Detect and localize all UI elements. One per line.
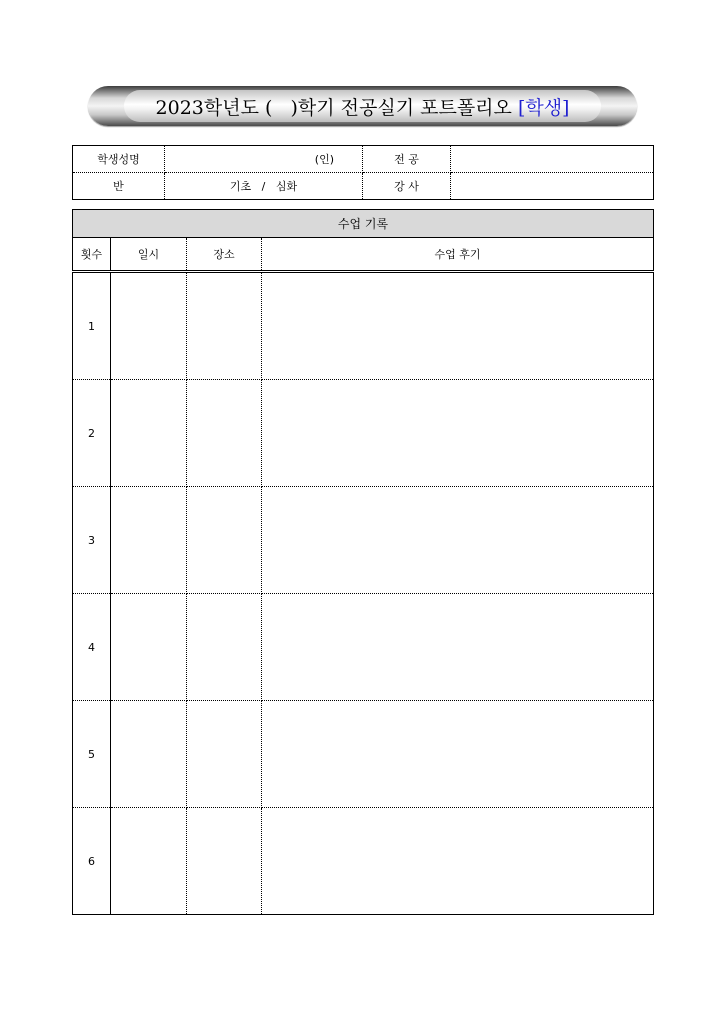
- column-header-session: 횟수: [73, 238, 111, 272]
- student-name-label: 학생성명: [73, 146, 165, 173]
- page-title-accent: [학생]: [517, 96, 570, 119]
- place-cell[interactable]: [187, 701, 262, 808]
- session-number: 1: [73, 272, 111, 380]
- table-row: [73, 808, 654, 915]
- table-row: [73, 594, 654, 701]
- lesson-record-heading-row: [73, 210, 654, 238]
- review-cell[interactable]: [262, 701, 654, 808]
- seal-label: (인): [314, 153, 334, 166]
- table-row: [73, 487, 654, 594]
- session-number: 5: [73, 701, 111, 808]
- major-label: 전 공: [363, 146, 451, 173]
- page-title: 2023학년도 ( )학기 전공실기 포트폴리오: [155, 96, 518, 119]
- place-cell[interactable]: [187, 594, 262, 701]
- class-value: 기초 / 심화: [229, 180, 298, 193]
- review-cell[interactable]: [262, 272, 654, 380]
- table-row: [73, 701, 654, 808]
- table-row: [73, 380, 654, 487]
- major-field[interactable]: [451, 146, 654, 173]
- place-cell[interactable]: [187, 487, 262, 594]
- session-number: 4: [73, 594, 111, 701]
- class-label: 반: [73, 173, 165, 200]
- date-cell[interactable]: [111, 272, 187, 380]
- table-row: [73, 272, 654, 380]
- session-number: 2: [73, 380, 111, 487]
- session-number: 6: [73, 808, 111, 915]
- column-header-date: 일시: [111, 238, 187, 272]
- instructor-label: 강 사: [363, 173, 451, 200]
- date-cell[interactable]: [111, 594, 187, 701]
- lesson-record-table: [72, 209, 654, 915]
- review-cell[interactable]: [262, 487, 654, 594]
- review-cell[interactable]: [262, 594, 654, 701]
- place-cell[interactable]: [187, 272, 262, 380]
- session-number: 3: [73, 487, 111, 594]
- class-field[interactable]: [165, 173, 363, 200]
- review-cell[interactable]: [262, 380, 654, 487]
- column-header-review: 수업 후기: [262, 238, 654, 272]
- student-info-row-1: [73, 146, 654, 173]
- column-header-row: [73, 238, 654, 272]
- title-banner: [88, 86, 637, 126]
- date-cell[interactable]: [111, 808, 187, 915]
- student-info-table: [72, 145, 654, 200]
- title-banner-inner: [124, 90, 601, 122]
- date-cell[interactable]: [111, 701, 187, 808]
- student-name-field[interactable]: [165, 146, 363, 173]
- date-cell[interactable]: [111, 487, 187, 594]
- place-cell[interactable]: [187, 380, 262, 487]
- place-cell[interactable]: [187, 808, 262, 915]
- column-header-place: 장소: [187, 238, 262, 272]
- date-cell[interactable]: [111, 380, 187, 487]
- student-info-row-2: [73, 173, 654, 200]
- review-cell[interactable]: [262, 808, 654, 915]
- lesson-record-heading: 수업 기록: [73, 210, 654, 238]
- instructor-field[interactable]: [451, 173, 654, 200]
